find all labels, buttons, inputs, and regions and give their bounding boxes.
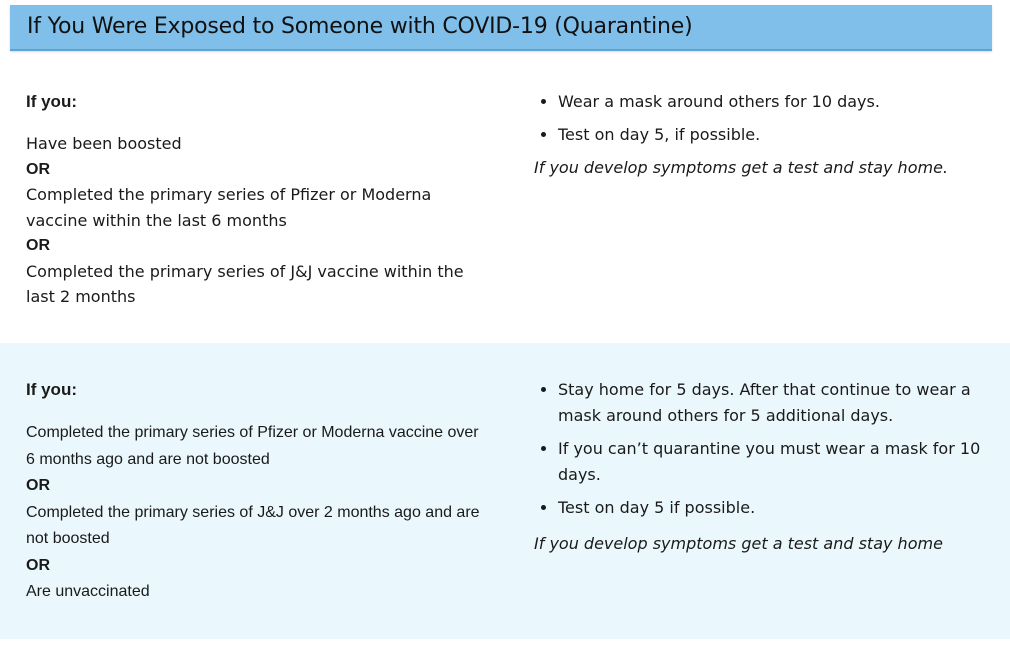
condition-item: Completed the primary series of J&J over 2 months ago and are not boosted (26, 503, 480, 547)
action-item: • If you can’t quarantine you must wear a mask for 10 days. (558, 436, 984, 488)
conditions-column (26, 380, 486, 606)
conditions-list (26, 131, 486, 310)
section-not-boosted (0, 343, 1010, 639)
condition-item: Completed the primary series of Pfizer or Moderna vaccine over 6 months ago and are not boosted (26, 424, 479, 468)
action-item: • Test on day 5, if possible. (558, 122, 984, 148)
or-separator: OR (26, 556, 50, 574)
action-item: • Test on day 5 if possible. (558, 495, 984, 521)
condition-item: Have been boosted (26, 134, 182, 153)
condition-item: Are unvaccinated (26, 583, 150, 600)
action-item: • Stay home for 5 days. After that continue to wear a mask around others for 5 additional days. (558, 377, 984, 429)
actions-list (534, 89, 984, 148)
page-title: If You Were Exposed to Someone with COVID-19 (Quarantine) (27, 14, 693, 39)
section-label: If you: (26, 380, 77, 399)
conditions-column (26, 92, 486, 310)
actions-column (534, 377, 984, 553)
actions-list (534, 377, 984, 521)
conditions-list (26, 420, 486, 606)
section-vaccinated (0, 60, 1010, 340)
symptoms-note: If you develop symptoms get a test and stay home (534, 534, 943, 553)
page-header (10, 5, 992, 51)
or-separator: OR (26, 477, 50, 494)
actions-column (534, 89, 984, 177)
section-label: If you: (26, 92, 77, 111)
or-separator: OR (26, 237, 50, 254)
condition-item: Completed the primary series of J&J vaccine within the last 2 months (26, 261, 464, 306)
or-separator: OR (26, 160, 50, 178)
symptoms-note: If you develop symptoms get a test and stay home. (534, 158, 948, 177)
action-item: • Wear a mask around others for 10 days. (558, 89, 984, 115)
condition-item: Completed the primary series of Pfizer or Moderna vaccine within the last 6 months (26, 185, 432, 230)
